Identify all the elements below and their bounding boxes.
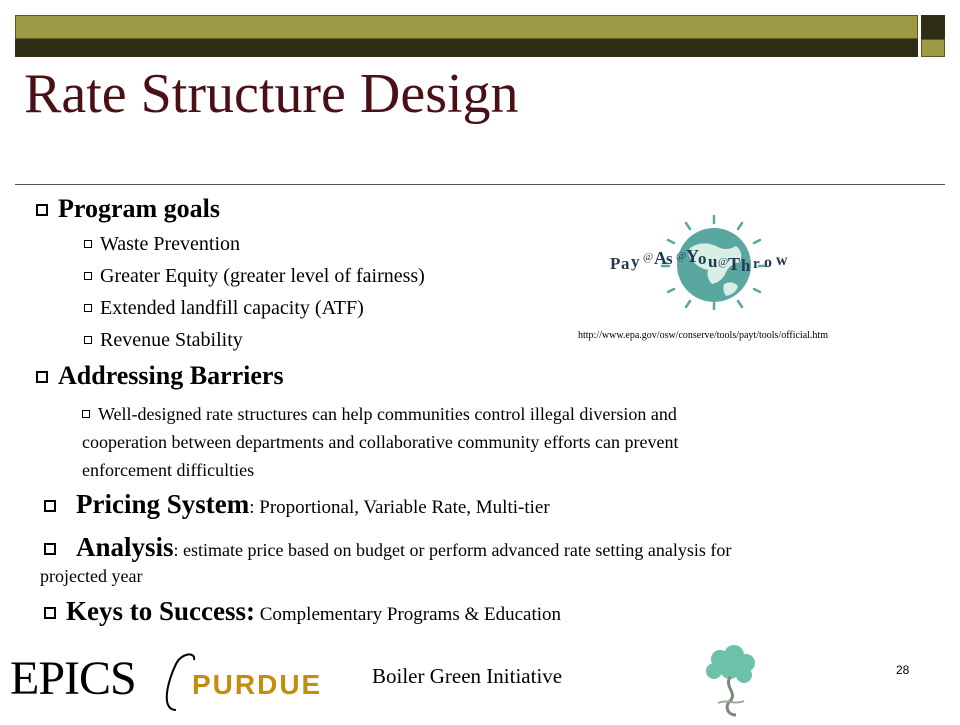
integral-swash-icon	[167, 654, 194, 710]
tree-icon	[700, 645, 762, 720]
pay-as-you-throw-logo	[604, 210, 824, 310]
checkbox-bullet-icon	[82, 410, 90, 418]
barriers-heading	[36, 361, 284, 391]
checkbox-bullet-icon	[44, 607, 56, 619]
footer-initiative: Boiler Green Initiative	[372, 664, 563, 688]
keys-line	[44, 596, 561, 627]
barriers-heading-text: Addressing Barriers	[58, 361, 284, 390]
checkbox-bullet-icon	[84, 304, 92, 312]
goals-item: Greater Equity (greater level of fairness)	[84, 265, 425, 288]
goals-heading	[36, 194, 220, 224]
title-divider	[15, 184, 945, 185]
barriers-paragraph: Well-designed rate structures can help communities control illegal diversion and cooperation between departments and collaborative community efforts can prevent enforcement difficulties	[82, 404, 679, 480]
source-url[interactable]: http://www.epa.gov/osw/conserve/tools/payt/tools/official.htm	[578, 330, 828, 341]
header-bar-dark	[15, 39, 918, 57]
checkbox-bullet-icon	[84, 272, 92, 280]
checkbox-bullet-icon	[44, 500, 56, 512]
goals-item: Revenue Stability	[84, 329, 243, 352]
checkbox-bullet-icon	[36, 204, 48, 216]
checkbox-bullet-icon	[36, 371, 48, 383]
slide-title: Rate Structure Design	[24, 63, 519, 125]
keys-detail: Complementary Programs & Education	[254, 604, 562, 625]
checkbox-bullet-icon	[84, 336, 92, 344]
checkbox-bullet-icon	[84, 240, 92, 248]
goals-item: Extended landfill capacity (ATF)	[84, 297, 364, 320]
analysis-line	[44, 532, 731, 563]
tree-logo	[700, 645, 762, 720]
goals-heading-text: Program goals	[58, 194, 220, 223]
checkbox-bullet-icon	[44, 543, 56, 555]
pricing-label: Pricing System	[76, 489, 250, 519]
keys-label: Keys to Success:	[66, 596, 255, 626]
corner-block-dark	[921, 15, 945, 39]
slide-number: 28	[896, 663, 910, 677]
analysis-detail: : estimate price based on budget or perform advanced rate setting analysis for	[173, 540, 732, 560]
analysis-detail-continued: projected year	[40, 566, 143, 586]
epics-purdue-logo	[10, 650, 320, 714]
purdue-wordmark: PURDUE	[192, 669, 320, 700]
corner-block-olive	[921, 39, 945, 57]
header-bar-olive	[15, 15, 918, 39]
logo-wordmark: P a y @ A s @ Y o u @ T h r o w	[610, 246, 788, 275]
pricing-detail: : Proportional, Variable Rate, Multi-tier	[249, 497, 550, 518]
goals-item: Waste Prevention	[84, 233, 240, 256]
pricing-line	[44, 489, 550, 520]
analysis-label: Analysis	[76, 532, 174, 562]
epics-wordmark: EPICS	[10, 652, 136, 705]
